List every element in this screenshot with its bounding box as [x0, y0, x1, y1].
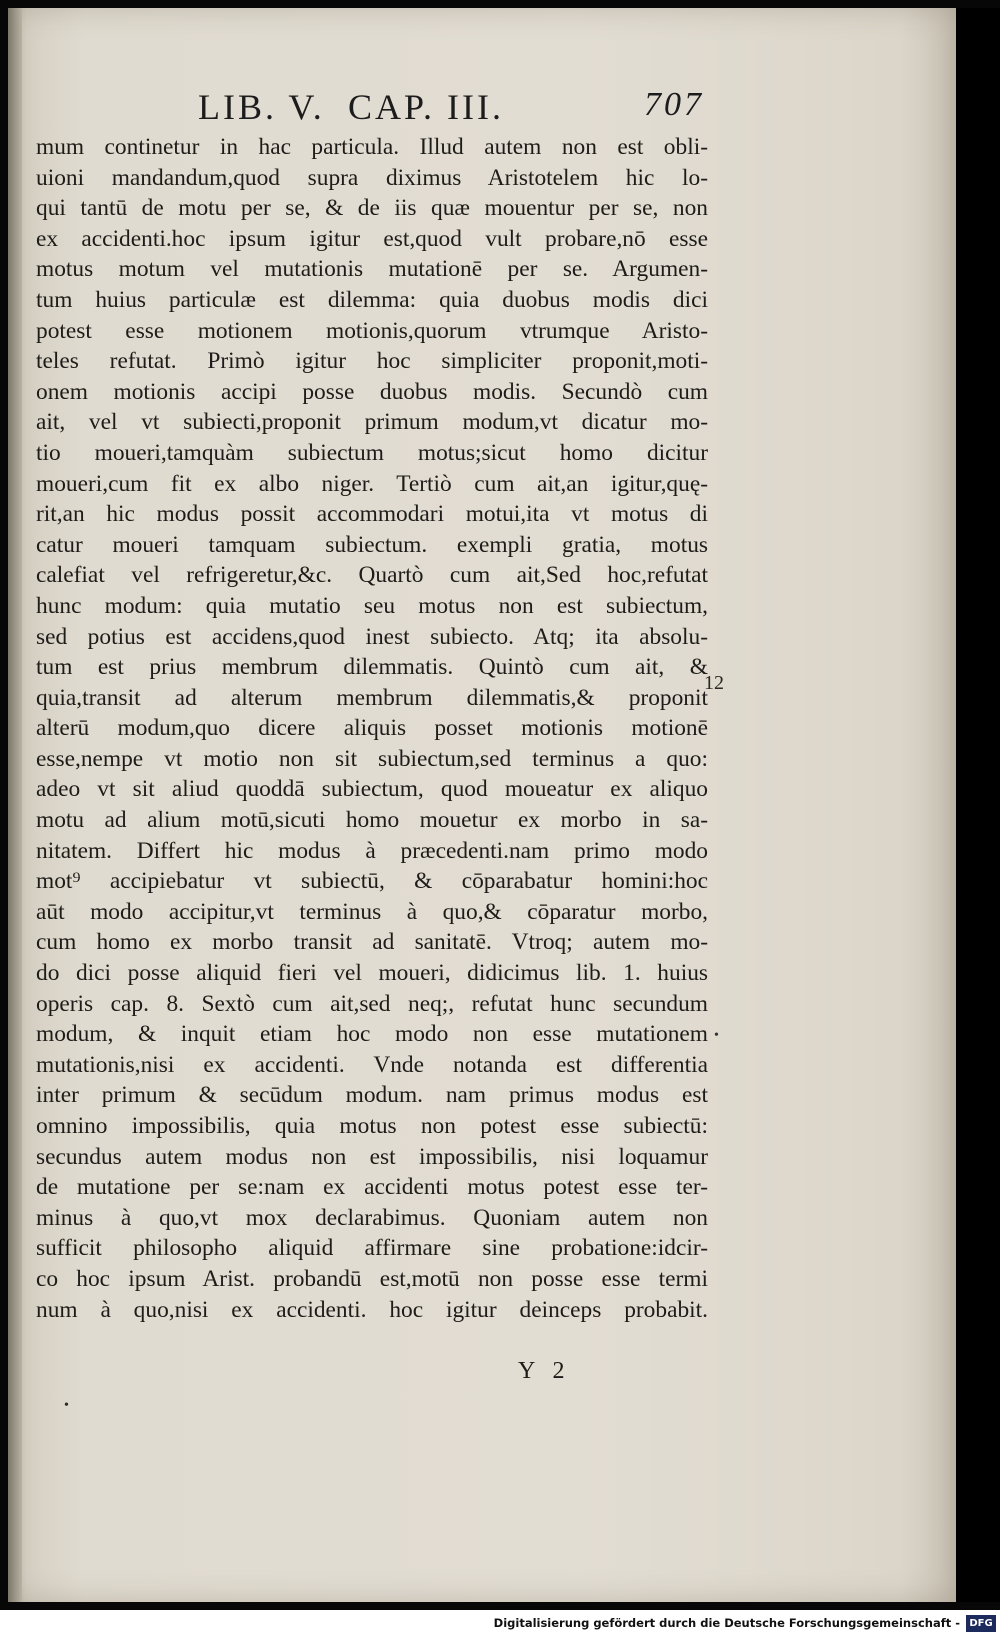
text-line: hunc modum: quia mutatio seu motus non est subiectum, — [36, 592, 708, 619]
text-line: mutationis,nisi ex accidenti. Vnde notanda est differentia — [36, 1051, 708, 1078]
text-line: mum continetur in hac particula. Illud autem non est obli- — [36, 134, 708, 160]
page-speck: • — [64, 1398, 69, 1413]
text-line: num à quo,nisi ex accidenti. hoc igitur deinceps probabit. — [36, 1296, 708, 1323]
text-line: onem motionis accipi posse duobus modis. Secundò cum — [36, 378, 708, 405]
text-line: ait, vel vt subiecti,proponit primum modum,vt dicatur mo- — [36, 409, 708, 436]
text-line: potest esse motionem motionis,quorum vtrumque Aristo- — [36, 317, 708, 344]
running-title-chapter: CAP. III. — [348, 87, 505, 127]
text-line: modum, & inquit etiam hoc modo non esse mutationem — [36, 1021, 708, 1048]
text-line: uioni mandandum,quod supra diximus Aristotelem hic lo- — [36, 164, 708, 191]
text-line: do dici posse aliquid fieri vel moueri, didicimus lib. 1. huius — [36, 960, 708, 987]
text-line: esse,nempe vt motio non sit subiectum,sed terminus a quo: — [36, 745, 708, 772]
text-line: rit,an hic modus possit accommodari motui,ita vt motus di — [36, 501, 708, 528]
text-line: motus motum vel mutationis mutationē per se. Argumen- — [36, 256, 708, 283]
page-number: 707 — [644, 86, 704, 123]
text-line: quia,transit ad alterum membrum dilemmatis,& proponit — [36, 684, 708, 711]
text-line: sufficit philosopho aliquid affirmare sine probatione:idcir- — [36, 1235, 708, 1262]
text-line: adeo vt sit aliud quoddā subiectum, quod moueatur ex aliquo — [36, 776, 708, 803]
text-line: operis cap. 8. Sextò cum ait,sed neq;, refutat hunc secundum — [36, 990, 708, 1017]
text-line: tum est prius membrum dilemmatis. Quintò cum ait, & — [36, 654, 708, 681]
text-line: de mutatione per se:nam ex accidenti motus potest esse ter- — [36, 1174, 708, 1201]
signature-mark: Y 2 — [518, 1358, 571, 1384]
text-line: moueri,cum fit ex albo niger. Tertiò cum ait,an igitur,quę- — [36, 470, 708, 497]
text-line: omnino impossibilis, quia motus non potest esse subiectū: — [36, 1113, 708, 1139]
digitization-footer — [0, 1610, 1000, 1638]
digitization-note: Digitalisierung gefördert durch die Deutsche Forschungsgemeinschaft - — [493, 1616, 960, 1630]
text-line: motu ad alium motū,sicuti homo mouetur ex morbo in sa- — [36, 807, 708, 834]
text-line: qui tantū de motu per se, & de iis quæ mouentur per se, non — [36, 195, 708, 222]
dfg-logo: DFG — [966, 1615, 996, 1632]
running-header — [8, 86, 956, 132]
margin-mark: • — [714, 1028, 719, 1043]
text-line: co hoc ipsum Arist. probandū est,motū non posse esse termi — [36, 1265, 708, 1292]
book-page — [8, 8, 956, 1602]
text-line: tum huius particulæ est dilemma: quia duobus modis dici — [36, 286, 708, 313]
body-text — [36, 132, 708, 1325]
text-line: catur moueri tamquam subiectum. exempli gratia, motus — [36, 531, 708, 558]
text-line: calefiat vel refrigeretur,&c. Quartò cum ait,Sed hoc,refutat — [36, 562, 708, 589]
text-line: nitatem. Differt hic modus à præcedenti.nam primo modo — [36, 837, 708, 864]
text-line: sed potius est accidens,quod inest subiecto. Atq; ita absolu- — [36, 623, 708, 650]
text-line: ex accidenti.hoc ipsum igitur est,quod vult probare,nō esse — [36, 225, 708, 252]
text-line: secundus autem modus non est impossibilis, nisi loquamur — [36, 1143, 708, 1170]
text-line: tio moueri,tamquàm subiectum motus;sicut homo dicitur — [36, 439, 708, 466]
text-line: alterū modum,quo dicere aliquis posset motionis motionē — [36, 715, 708, 742]
text-line: teles refutat. Primò igitur hoc simpliciter proponit,moti- — [36, 348, 708, 375]
scan-edge — [956, 8, 1000, 1602]
text-line: aūt modo accipitur,vt terminus à quo,& cōparatur morbo, — [36, 898, 708, 925]
text-line: minus à quo,vt mox declarabimus. Quoniam autem non — [36, 1204, 708, 1231]
margin-note: 12 — [704, 672, 724, 694]
running-title-book: LIB. V. — [198, 87, 325, 127]
text-line: inter primum & secūdum modum. nam primus modus est — [36, 1082, 708, 1109]
text-line: mot⁹ accipiebatur vt subiectū, & cōparabatur homini:hoc — [36, 868, 708, 895]
text-line: cum homo ex morbo transit ad sanitatē. Vtroq; autem mo- — [36, 929, 708, 956]
